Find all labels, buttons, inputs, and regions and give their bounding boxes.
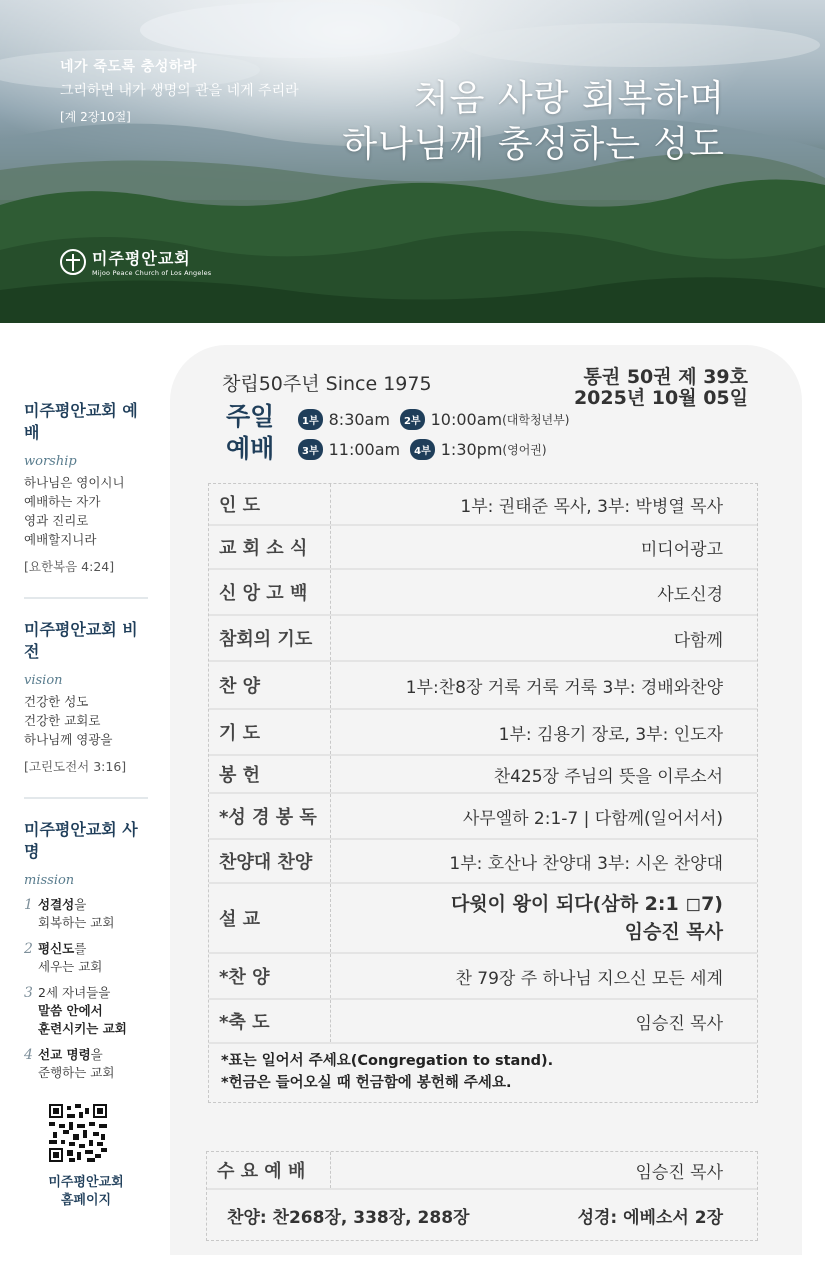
service-note: (영어권) <box>502 442 547 457</box>
mission-title: 미주평안교회 사명 <box>24 820 138 861</box>
sidebar <box>24 400 148 1210</box>
verse-reference: [계 2장10절] <box>60 110 131 124</box>
row-label: *성 경 봉 독 <box>219 807 317 828</box>
row-label: 인 도 <box>219 495 261 516</box>
service-time: 11:00am <box>328 439 401 459</box>
hero-title-line-2: 하나님께 충성하는 성도 <box>342 124 725 165</box>
divider <box>24 797 148 799</box>
table-row <box>209 756 757 794</box>
row-label: 찬 양 <box>219 676 261 697</box>
sermon-title: 다윗이 왕이 되다(삼하 2:1 ◻7) <box>450 893 723 915</box>
vision-line: 하나님께 영광을 <box>24 732 113 747</box>
wednesday-service-table <box>206 1151 758 1241</box>
mission-keyword: 훈련시키는 교회 <box>38 1021 127 1036</box>
worship-title: 미주평안교회 예배 <box>24 401 138 442</box>
mission-text: 을 <box>74 897 87 912</box>
logo-name-korean: 미주평안교회 <box>92 249 191 268</box>
order-of-service-table <box>208 483 758 1103</box>
homepage-label-line-2: 홈페이지 <box>60 1193 112 1208</box>
table-row <box>209 840 757 884</box>
bulletin-panel <box>170 345 802 1255</box>
homepage-label-line-1: 미주평안교회 <box>48 1175 124 1190</box>
table-row <box>209 1000 757 1044</box>
row-label: 설 교 <box>219 909 261 930</box>
mission-text: 세우는 교회 <box>38 959 103 974</box>
vision-subtitle: vision <box>24 673 63 688</box>
worship-body <box>24 473 148 549</box>
row-value: 1부: 권태준 목사, 3부: 박병열 목사 <box>460 496 723 517</box>
divider <box>24 597 148 599</box>
mission-text: 준행하는 교회 <box>38 1065 115 1080</box>
church-logo <box>60 246 211 277</box>
mission-item <box>24 896 148 932</box>
service-time: 10:00am <box>430 409 503 429</box>
hero-title-line-1: 처음 사랑 회복하며 <box>413 78 725 119</box>
vision-title: 미주평안교회 비전 <box>24 620 138 661</box>
service-badge: 4부 <box>410 439 435 460</box>
row-value: 미디어광고 <box>640 539 723 560</box>
row-label: 찬양대 찬양 <box>219 852 313 873</box>
verse-line-1: 네가 죽도록 충성하라 <box>60 59 197 75</box>
row-value: 찬425장 주님의 뜻을 이루소서 <box>493 766 723 787</box>
vision-line: 건강한 성도 <box>24 694 89 709</box>
mission-text: 2세 자녀들을 <box>38 985 111 1000</box>
row-value: 1부:찬8장 거룩 거룩 거룩 3부: 경배와찬양 <box>405 677 723 698</box>
service-time: 1:30pm <box>440 439 503 459</box>
mission-section <box>24 819 148 1082</box>
preacher: 임승진 목사 <box>624 921 723 943</box>
mission-keyword: 평신도 <box>38 941 75 956</box>
homepage-label <box>24 1174 148 1210</box>
row-label: 교 회 소 식 <box>219 538 308 559</box>
table-row <box>209 954 757 1000</box>
table-row <box>209 484 757 526</box>
table-row <box>207 1190 757 1240</box>
issue-info <box>574 367 748 409</box>
worship-line: 예배하는 자가 <box>24 494 101 509</box>
verse-block <box>60 56 299 125</box>
issue-number: 통권 50권 제 39호 <box>583 366 748 388</box>
issue-date: 2025년 10월 05일 <box>573 387 748 409</box>
worship-section <box>24 400 148 575</box>
table-row <box>209 526 757 570</box>
row-label: 봉 헌 <box>219 765 261 786</box>
table-row <box>209 794 757 840</box>
service-label-line-2: 예배 <box>226 434 275 463</box>
mission-keyword: 말씀 안에서 <box>38 1003 103 1018</box>
service-badge: 3부 <box>298 439 323 460</box>
mission-text: 를 <box>74 941 87 956</box>
worship-line: 하나님은 영이시니 <box>24 475 125 490</box>
cross-icon <box>60 249 86 275</box>
row-label: 수 요 예 배 <box>217 1161 306 1182</box>
mission-text: 을 <box>90 1047 103 1062</box>
mission-item <box>24 1046 148 1082</box>
row-value: 사무엘하 2:1-7 | 다함께(일어서서) <box>462 808 723 829</box>
worship-line: 영과 진리로 <box>24 513 89 528</box>
wednesday-scripture: 성경: 에베소서 2장 <box>577 1207 723 1228</box>
anniversary-text: 창립50주년 Since 1975 <box>222 373 432 395</box>
wednesday-hymns: 찬양: 찬268장, 338장, 288장 <box>227 1207 470 1228</box>
row-value: 임승진 목사 <box>635 1013 723 1034</box>
row-value: 임승진 목사 <box>635 1162 723 1183</box>
row-label: 참회의 기도 <box>219 629 313 650</box>
mission-item <box>24 940 148 976</box>
service-times <box>298 404 569 464</box>
row-label: 신 앙 고 백 <box>219 583 308 604</box>
table-row <box>209 884 757 954</box>
mission-keyword: 성결성 <box>38 897 75 912</box>
logo-name-english: Mijoo Peace Church of Los Angeles <box>92 269 212 277</box>
vision-body <box>24 692 148 749</box>
mission-number: 4 <box>24 1047 33 1063</box>
sermon-value <box>331 884 757 952</box>
table-row <box>209 616 757 662</box>
service-label-line-1: 주일 <box>226 402 275 431</box>
mission-number: 2 <box>24 941 33 957</box>
verse-line-2: 그리하면 내가 생명의 관을 네게 주리라 <box>60 83 299 99</box>
mission-text: 회복하는 교회 <box>38 915 115 930</box>
row-value: 다함께 <box>673 630 723 651</box>
row-value: 사도신경 <box>657 584 723 605</box>
service-badge: 2부 <box>400 409 425 430</box>
mission-number: 1 <box>24 897 33 913</box>
worship-line: 예배할지니라 <box>24 532 97 547</box>
row-label: *축 도 <box>219 1012 270 1033</box>
table-row <box>209 710 757 756</box>
table-row <box>209 662 757 710</box>
table-row <box>207 1152 757 1190</box>
worship-subtitle: worship <box>24 454 77 469</box>
qr-code-icon[interactable] <box>49 1104 107 1162</box>
table-row <box>209 570 757 616</box>
note-line: *헌금은 들어오실 때 헌금함에 봉헌해 주세요. <box>221 1075 512 1091</box>
hero-title <box>342 76 725 168</box>
row-value: 찬 79장 주 하나님 지으신 모든 세계 <box>455 968 723 989</box>
note-line: *표는 일어서 주세요(Congregation to stand). <box>221 1053 554 1069</box>
worship-reference: [요한복음 4:24] <box>24 559 115 574</box>
vision-reference: [고린도전서 3:16] <box>24 759 127 774</box>
row-label: *찬 양 <box>219 967 270 988</box>
service-badge: 1부 <box>298 409 323 430</box>
row-value: 1부: 호산나 찬양대 3부: 시온 찬양대 <box>449 853 723 874</box>
mission-subtitle: mission <box>24 873 75 888</box>
vision-section <box>24 619 148 775</box>
mission-item <box>24 984 148 1038</box>
service-note: (대학청년부) <box>502 412 570 427</box>
row-value: 1부: 김용기 장로, 3부: 인도자 <box>498 724 723 745</box>
service-time: 8:30am <box>328 409 390 429</box>
mission-number: 3 <box>24 985 33 1001</box>
sunday-service-label <box>226 401 274 465</box>
hero-banner <box>0 0 825 323</box>
vision-line: 건강한 교회로 <box>24 713 101 728</box>
row-label: 기 도 <box>219 723 261 744</box>
notes <box>209 1044 757 1102</box>
mission-keyword: 선교 명령 <box>38 1047 91 1062</box>
